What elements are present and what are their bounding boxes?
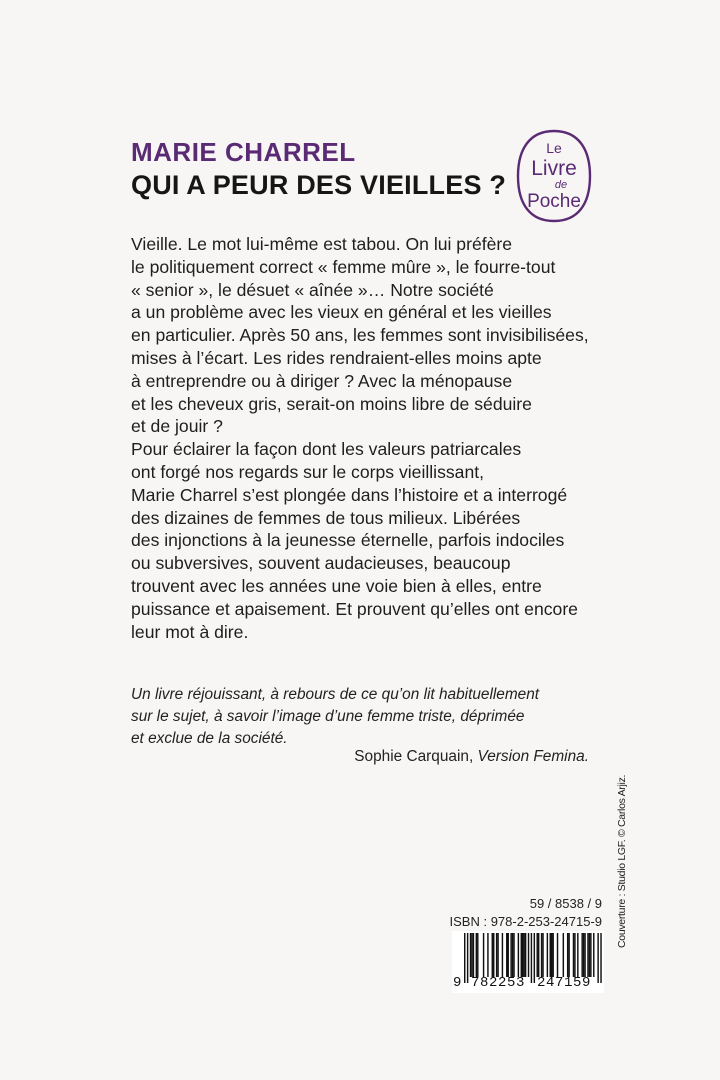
barcode-bar xyxy=(590,933,591,977)
barcode-bar xyxy=(538,933,539,977)
barcode-bar xyxy=(584,933,585,977)
barcode-bar xyxy=(497,933,498,977)
reference-code: 59 / 8538 / 9 xyxy=(529,896,602,911)
barcode-bar xyxy=(506,933,507,977)
barcode-bar xyxy=(496,933,497,977)
barcode xyxy=(452,931,604,993)
barcode-bar xyxy=(502,933,503,977)
barcode-bar xyxy=(473,933,474,977)
description-line: Marie Charrel s’est plongée dans l’histoire et a interrogé xyxy=(131,484,568,505)
barcode-bar xyxy=(487,933,488,977)
barcode-bar xyxy=(471,933,472,977)
barcode-bar xyxy=(550,933,551,977)
description-line: mises à l’écart. Les rides rendraient-elles moins apte xyxy=(131,347,542,368)
description-line: Pour éclairer la façon dont les valeurs patriarcales xyxy=(131,439,522,460)
barcode-left-group: 782253 xyxy=(471,975,526,991)
barcode-bar xyxy=(568,933,569,977)
barcode-bar xyxy=(513,933,514,977)
barcode-bar xyxy=(493,933,494,977)
description-line: le politiquement correct « femme mûre », le fourre-tout xyxy=(131,256,556,277)
description-line: ont forgé nos regards sur le corps vieillissant, xyxy=(131,461,485,482)
description-line: leur mot à dire. xyxy=(131,621,249,642)
quote-line: sur le sujet, à savoir l’image d’une femme triste, déprimée xyxy=(131,708,525,725)
logo-word-le: Le xyxy=(546,140,562,156)
barcode-bar xyxy=(547,933,548,977)
logo-word-livre: Livre xyxy=(531,157,577,180)
barcode-bar xyxy=(587,933,588,977)
barcode-bar xyxy=(512,933,513,977)
book-title: QUI A PEUR DES VIEILLES ? xyxy=(131,170,507,200)
quote-author: Sophie Carquain, xyxy=(354,748,474,765)
quote-attribution xyxy=(354,748,589,766)
barcode-bar xyxy=(476,933,477,977)
barcode-bar xyxy=(552,933,553,977)
barcode-bar xyxy=(574,933,575,977)
book-description xyxy=(131,233,611,643)
barcode-bar xyxy=(483,933,484,977)
barcode-bar xyxy=(557,933,558,977)
barcode-bar xyxy=(470,933,471,977)
barcode-bar xyxy=(537,933,538,977)
barcode-bar xyxy=(492,933,493,977)
barcode-bar xyxy=(577,933,578,977)
barcode-digits xyxy=(452,975,604,993)
isbn-label: ISBN : 978-2-253-24715-9 xyxy=(449,914,602,929)
logo-word-poche: Poche xyxy=(527,191,581,212)
description-line: à entreprendre ou à diriger ? Avec la ménopause xyxy=(131,370,513,391)
barcode-bar xyxy=(541,933,542,977)
publisher-logo xyxy=(515,128,593,224)
quote-line: Un livre réjouissant, à rebours de ce qu’on lit habituellement xyxy=(131,686,540,703)
quote-source: Version Femina. xyxy=(477,748,589,765)
barcode-bar xyxy=(523,933,524,977)
barcode-bar xyxy=(567,933,568,977)
barcode-bar xyxy=(583,933,584,977)
barcode-bar xyxy=(510,933,511,977)
barcode-bar xyxy=(508,933,509,977)
barcode-bar xyxy=(593,933,594,977)
barcode-bar xyxy=(525,933,526,977)
description-line: « senior », le désuet « aînée »… Notre société xyxy=(131,279,494,300)
barcode-bar xyxy=(521,933,522,977)
description-line: a un problème avec les vieux en général et les vieilles xyxy=(131,302,552,323)
barcode-first-digit: 9 xyxy=(453,975,462,991)
description-line: et de jouir ? xyxy=(131,416,223,437)
description-line: Vieille. Le mot lui-même est tabou. On lui préfère xyxy=(131,234,513,254)
press-quote xyxy=(131,684,601,750)
description-line: et les cheveux gris, serait-on moins libre de séduire xyxy=(131,393,532,414)
barcode-bar xyxy=(542,933,543,977)
barcode-bar xyxy=(589,933,590,977)
barcode-bar xyxy=(551,933,552,977)
barcode-bar xyxy=(522,933,523,977)
barcode-bar xyxy=(581,933,582,977)
barcode-bar xyxy=(477,933,478,977)
barcode-bar xyxy=(528,933,529,977)
description-line: ou subversives, souvent audacieuses, beaucoup xyxy=(131,553,511,574)
description-line: en particulier. Après 50 ans, les femmes sont invisibilisées, xyxy=(131,325,589,346)
author-name: MARIE CHARREL xyxy=(131,137,356,167)
barcode-bar xyxy=(518,933,519,977)
barcode-right-group: 247159 xyxy=(537,975,592,991)
description-line: trouvent avec les années une voie bien à elles, entre xyxy=(131,575,542,596)
logo-word-de: de xyxy=(554,179,568,191)
quote-line: et exclue de la société. xyxy=(131,730,288,747)
barcode-bar xyxy=(573,933,574,977)
cover-credit: Couverture : Studio LGF. © Carlos Arjiz. xyxy=(616,774,628,948)
description-line: puissance et apaisement. Et prouvent qu’elles ont encore xyxy=(131,598,578,619)
description-line: des dizaines de femmes de tous milieux. Libérées xyxy=(131,507,521,528)
description-line: des injonctions à la jeunesse éternelle, parfois indociles xyxy=(131,530,565,551)
barcode-bar xyxy=(563,933,564,977)
